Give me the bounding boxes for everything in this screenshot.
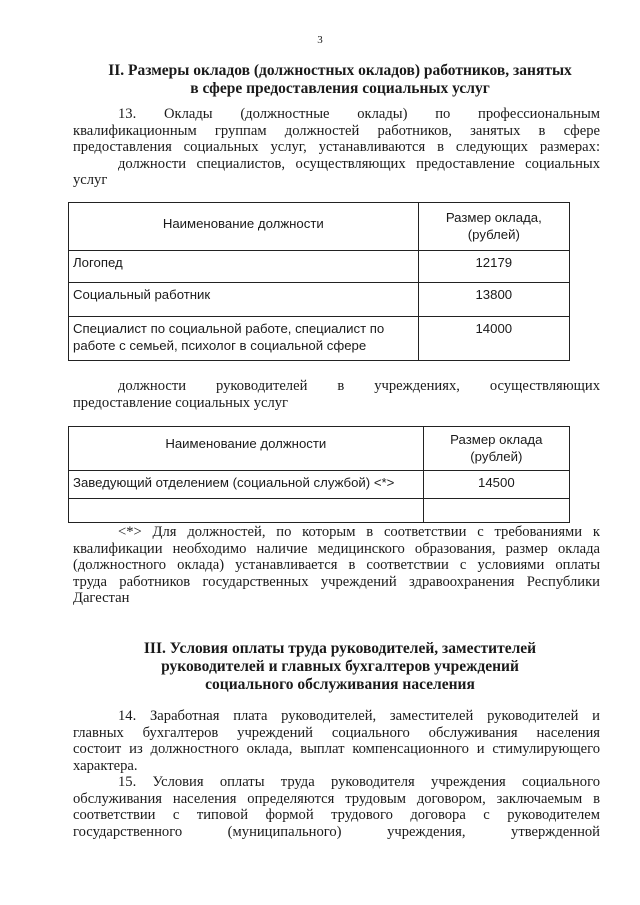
table-header-row bbox=[69, 203, 570, 251]
paragraph-line: обслуживания населения определяются трудовым договором, заключаемым в bbox=[73, 790, 600, 807]
paragraph-13 bbox=[73, 106, 600, 189]
table-header-salary bbox=[423, 427, 569, 471]
table-header-name bbox=[69, 203, 419, 251]
footnote-line: (должностного оклада) устанавливается в соответствии с условиями оплаты bbox=[73, 557, 600, 573]
table-header-name bbox=[69, 427, 424, 471]
header-text: Наименование должности bbox=[162, 216, 324, 231]
section-3-heading-line: III. Условия оплаты труда руководителей, заместителей bbox=[143, 640, 537, 657]
section-3-heading-line: руководителей и главных бухгалтеров учреждений bbox=[161, 658, 519, 675]
salary-value: 12179 bbox=[475, 255, 513, 270]
paragraph-line: соответствии с типовой формой трудового договора с руководителем bbox=[73, 807, 600, 823]
table-header-salary bbox=[418, 203, 569, 251]
position-cell bbox=[69, 317, 419, 361]
managers-paragraph bbox=[73, 378, 600, 411]
salary-cell bbox=[423, 471, 569, 499]
position-cell bbox=[69, 283, 419, 317]
position-text: Заведующий отделением (социальной службой) <*> bbox=[73, 475, 395, 490]
salary-table-managers bbox=[68, 426, 570, 523]
position-cell bbox=[69, 499, 424, 523]
salary-cell bbox=[418, 283, 569, 317]
paragraph-14 bbox=[73, 708, 600, 774]
paragraph-line: должности руководителей в учреждениях, осуществляющих bbox=[118, 378, 600, 394]
section-2-heading-line: в сфере предоставления социальных услуг bbox=[190, 80, 490, 97]
footnote-line: Дагестан bbox=[73, 590, 130, 606]
position-cell bbox=[69, 251, 419, 283]
paragraph-line: 15. Условия оплаты труда руководителя учреждения социального bbox=[118, 774, 600, 790]
paragraph-line: предоставление социальных услуг bbox=[73, 394, 289, 411]
footnote bbox=[73, 524, 600, 607]
position-cell bbox=[69, 471, 424, 499]
paragraph-line: 13. Оклады (должностные оклады) по профессиональным bbox=[118, 106, 600, 122]
header-text: (рублей) bbox=[470, 449, 523, 464]
footnote-line: труда работников государственных учреждений здравоохранения Республики bbox=[73, 573, 600, 590]
header-text: Наименование должности bbox=[165, 436, 327, 451]
salary-value: 14500 bbox=[477, 475, 515, 490]
footnote-line: квалификации необходимо наличие медицинского образования, размер оклада bbox=[73, 540, 600, 557]
table-header-row bbox=[69, 427, 570, 471]
header-text: Размер оклада bbox=[450, 432, 543, 447]
paragraph-line: квалификационным группам должностей работников, занятых в сфере bbox=[73, 122, 600, 139]
page-number: 3 bbox=[317, 34, 323, 46]
paragraph-line: 14. Заработная плата руководителей, заместителей руководителей и bbox=[118, 708, 600, 724]
section-3-heading bbox=[40, 640, 640, 694]
paragraph-line: состоит из должностного оклада, выплат компенсационного и стимулирующего bbox=[73, 741, 600, 757]
position-text: Специалист по социальной работе, специалист по bbox=[73, 321, 385, 336]
header-text: (рублей) bbox=[467, 227, 520, 242]
paragraph-line: характера. bbox=[73, 757, 138, 774]
paragraph-line: услуг bbox=[73, 172, 108, 188]
section-3-heading-line: социального обслуживания населения bbox=[205, 676, 475, 693]
footnote-line: <*> Для должностей, по которым в соответствии с требованиями к bbox=[118, 524, 600, 540]
table-row bbox=[69, 471, 570, 499]
salary-table-specialists bbox=[68, 202, 570, 361]
position-text: Логопед bbox=[73, 255, 123, 270]
table-row bbox=[69, 283, 570, 317]
paragraph-line: предоставления социальных услуг, устанавливаются в следующих размерах: bbox=[73, 139, 600, 155]
salary-value: 14000 bbox=[475, 321, 513, 336]
paragraph-line: должности специалистов, осуществляющих предоставление социальных bbox=[118, 155, 600, 172]
table-row bbox=[69, 251, 570, 283]
section-2-heading bbox=[60, 62, 620, 98]
salary-value: 13800 bbox=[475, 287, 513, 302]
table-row-empty bbox=[69, 499, 570, 523]
paragraph-line: главных бухгалтеров учреждений социального обслуживания населения bbox=[73, 724, 600, 741]
paragraph-15 bbox=[73, 774, 600, 840]
paragraph-line: государственного (муниципального) учреждения, утвержденной bbox=[73, 823, 600, 840]
salary-cell bbox=[423, 499, 569, 523]
header-text: Размер оклада, bbox=[445, 210, 542, 225]
salary-cell bbox=[418, 251, 569, 283]
table-row bbox=[69, 317, 570, 361]
position-text: работе с семьей, психолог в социальной сфере bbox=[73, 338, 367, 353]
section-2-heading-line: II. Размеры окладов (должностных окладов) работников, занятых bbox=[108, 62, 572, 79]
position-text: Социальный работник bbox=[73, 287, 211, 302]
salary-cell bbox=[418, 317, 569, 361]
